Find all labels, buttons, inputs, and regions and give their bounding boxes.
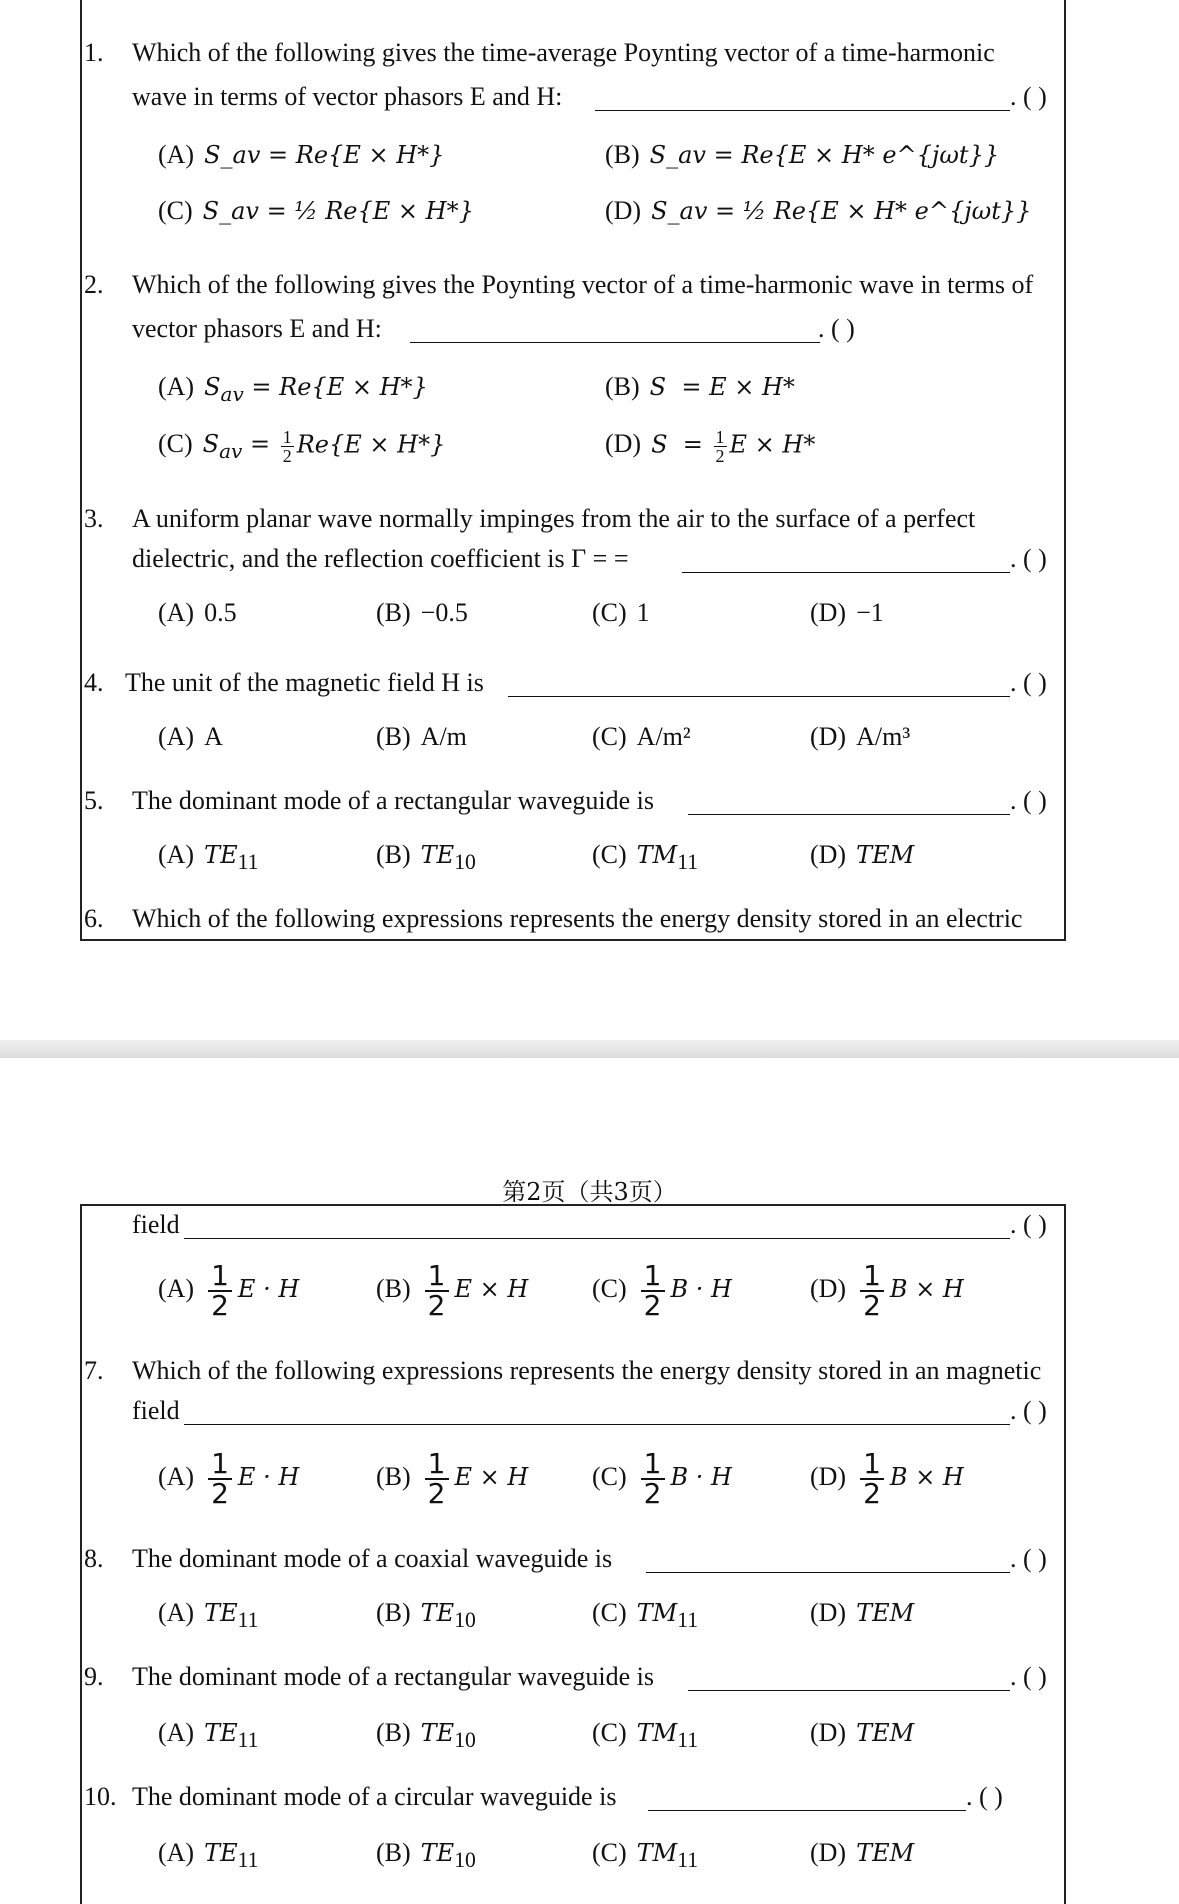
q7-option-b[interactable]: (B) $\frac{1}{2}$ E × H — [376, 1447, 529, 1510]
q6-text-line2: field — [132, 1210, 180, 1239]
q4-option-b[interactable]: (B) A/m — [376, 722, 467, 751]
q9-answer-paren[interactable]: . ( ) — [1010, 1662, 1047, 1691]
q1-option-b[interactable]: (B) S_av = Re{E × H* e^{jωt}} — [605, 140, 1000, 169]
q7-answer-line — [184, 1424, 1010, 1425]
q1-option-a[interactable]: (A) S_av = Re{E × H*} — [158, 140, 445, 169]
q8-text-line1: The dominant mode of a coaxial waveguide is — [132, 1544, 613, 1573]
page-footer: 第2页（共3页） — [502, 1178, 677, 1206]
q5-option-a[interactable]: (A) $TE_{11}$ — [158, 840, 259, 875]
q3-option-c[interactable]: (C) 1 — [592, 598, 650, 627]
page-gap — [0, 1040, 1179, 1058]
q5-answer-paren[interactable]: . ( ) — [1010, 786, 1047, 815]
q2-option-a[interactable]: (A) $S_{av} = Re\{E \times H*\}$ — [158, 372, 428, 406]
q5-text-line1: The dominant mode of a rectangular waveguide is — [132, 786, 654, 815]
q3-text-line1: A uniform planar wave normally impinges from the air to the surface of a perfect — [132, 504, 976, 533]
q5-option-d[interactable]: (D) TEM — [810, 840, 915, 869]
q8-option-d[interactable]: (D) TEM — [810, 1598, 915, 1627]
q6-answer-line — [184, 1238, 1010, 1239]
q3-answer-paren[interactable]: . ( ) — [1010, 544, 1047, 573]
q2-option-d[interactable]: (D) S = $\frac{1}{2}$ E × H* — [605, 427, 816, 466]
q7-text-line1: Which of the following expressions represents the energy density stored in an magnetic — [132, 1356, 1042, 1385]
q9-option-b[interactable]: (B) $TE_{10}$ — [376, 1718, 476, 1753]
q2-option-c[interactable]: (C) $S_{av}$ = $\frac{1}{2}$ Re{E × H*} — [158, 427, 446, 466]
q8-option-b[interactable]: (B) $TE_{10}$ — [376, 1598, 476, 1633]
q10-answer-line — [648, 1810, 966, 1811]
q7-option-a[interactable]: (A) $\frac{1}{2}$ E · H — [158, 1447, 300, 1510]
q8-option-a[interactable]: (A) $TE_{11}$ — [158, 1598, 259, 1633]
q2-option-b[interactable]: (B) S = E × H* — [605, 372, 795, 401]
q4-answer-line — [508, 696, 1010, 697]
q2-answer-line — [410, 342, 820, 343]
q4-text-line1: The unit of the magnetic field H is — [125, 668, 484, 697]
q6-option-b[interactable]: (B) $\frac{1}{2}$ E × H — [376, 1259, 529, 1322]
q1-answer-paren[interactable]: . ( ) — [1010, 82, 1047, 111]
q3-text-line2: dielectric, and the reflection coefficient is Γ = = — [132, 544, 629, 573]
q6-option-c[interactable]: (C) $\frac{1}{2}$ B · H — [592, 1259, 732, 1322]
q10-option-a[interactable]: (A) $TE_{11}$ — [158, 1838, 259, 1873]
q1-answer-line — [595, 110, 1010, 111]
q9-option-c[interactable]: (C) $TM_{11}$ — [592, 1718, 699, 1753]
q6-option-d[interactable]: (D) $\frac{1}{2}$ B × H — [810, 1259, 964, 1322]
q7-number: 7. — [84, 1356, 104, 1385]
q3-option-d[interactable]: (D) −1 — [810, 598, 884, 627]
q3-number: 3. — [84, 504, 104, 533]
q1-option-c[interactable]: (C) S_av = ½ Re{E × H*} — [158, 196, 474, 225]
q10-option-c[interactable]: (C) $TM_{11}$ — [592, 1838, 699, 1873]
q9-answer-line — [688, 1690, 1010, 1691]
q2-answer-paren[interactable]: . ( ) — [818, 314, 855, 343]
q9-option-a[interactable]: (A) $TE_{11}$ — [158, 1718, 259, 1753]
q4-option-a[interactable]: (A) A — [158, 722, 223, 751]
q10-text-line1: The dominant mode of a circular waveguide is — [132, 1782, 617, 1811]
q7-option-d[interactable]: (D) $\frac{1}{2}$ B × H — [810, 1447, 964, 1510]
q10-option-b[interactable]: (B) $TE_{10}$ — [376, 1838, 476, 1873]
q4-answer-paren[interactable]: . ( ) — [1010, 668, 1047, 697]
q9-number: 9. — [84, 1662, 104, 1691]
q6-answer-paren[interactable]: . ( ) — [1010, 1210, 1047, 1239]
q8-number: 8. — [84, 1544, 104, 1573]
q7-text-line2: field — [132, 1396, 180, 1425]
q1-number: 1. — [84, 38, 104, 67]
q4-number: 4. — [84, 668, 104, 697]
q5-option-b[interactable]: (B) $TE_{10}$ — [376, 840, 476, 875]
q6-text-line1: Which of the following expressions represents the energy density stored in an electric — [132, 904, 1023, 933]
q8-option-c[interactable]: (C) $TM_{11}$ — [592, 1598, 699, 1633]
q2-number: 2. — [84, 270, 104, 299]
q8-answer-paren[interactable]: . ( ) — [1010, 1544, 1047, 1573]
q10-option-d[interactable]: (D) TEM — [810, 1838, 915, 1867]
q4-option-c[interactable]: (C) A/m² — [592, 722, 691, 751]
q2-text-line2: vector phasors E and H: — [132, 314, 382, 343]
q8-answer-line — [646, 1572, 1010, 1573]
q5-number: 5. — [84, 786, 104, 815]
q6-number: 6. — [84, 904, 104, 933]
q1-text-line1: Which of the following gives the time-average Poynting vector of a time-harmonic — [132, 38, 995, 67]
q6-option-a[interactable]: (A) $\frac{1}{2}$ E · H — [158, 1259, 300, 1322]
q3-option-a[interactable]: (A) 0.5 — [158, 598, 237, 627]
q2-text-line1: Which of the following gives the Poynting vector of a time-harmonic wave in terms of — [132, 270, 1034, 299]
q10-answer-paren[interactable]: . ( ) — [966, 1782, 1003, 1811]
q5-option-c[interactable]: (C) $TM_{11}$ — [592, 840, 699, 875]
q1-option-d[interactable]: (D) S_av = ½ Re{E × H* e^{jωt}} — [605, 196, 1032, 225]
q7-answer-paren[interactable]: . ( ) — [1010, 1396, 1047, 1425]
q9-option-d[interactable]: (D) TEM — [810, 1718, 915, 1747]
q10-number: 10. — [84, 1782, 117, 1811]
q3-answer-line — [682, 572, 1010, 573]
q7-option-c[interactable]: (C) $\frac{1}{2}$ B · H — [592, 1447, 732, 1510]
q5-answer-line — [688, 814, 1010, 815]
q9-text-line1: The dominant mode of a rectangular waveguide is — [132, 1662, 654, 1691]
q4-option-d[interactable]: (D) A/m³ — [810, 722, 911, 751]
q1-text-line2: wave in terms of vector phasors E and H: — [132, 82, 563, 111]
q3-option-b[interactable]: (B) −0.5 — [376, 598, 468, 627]
